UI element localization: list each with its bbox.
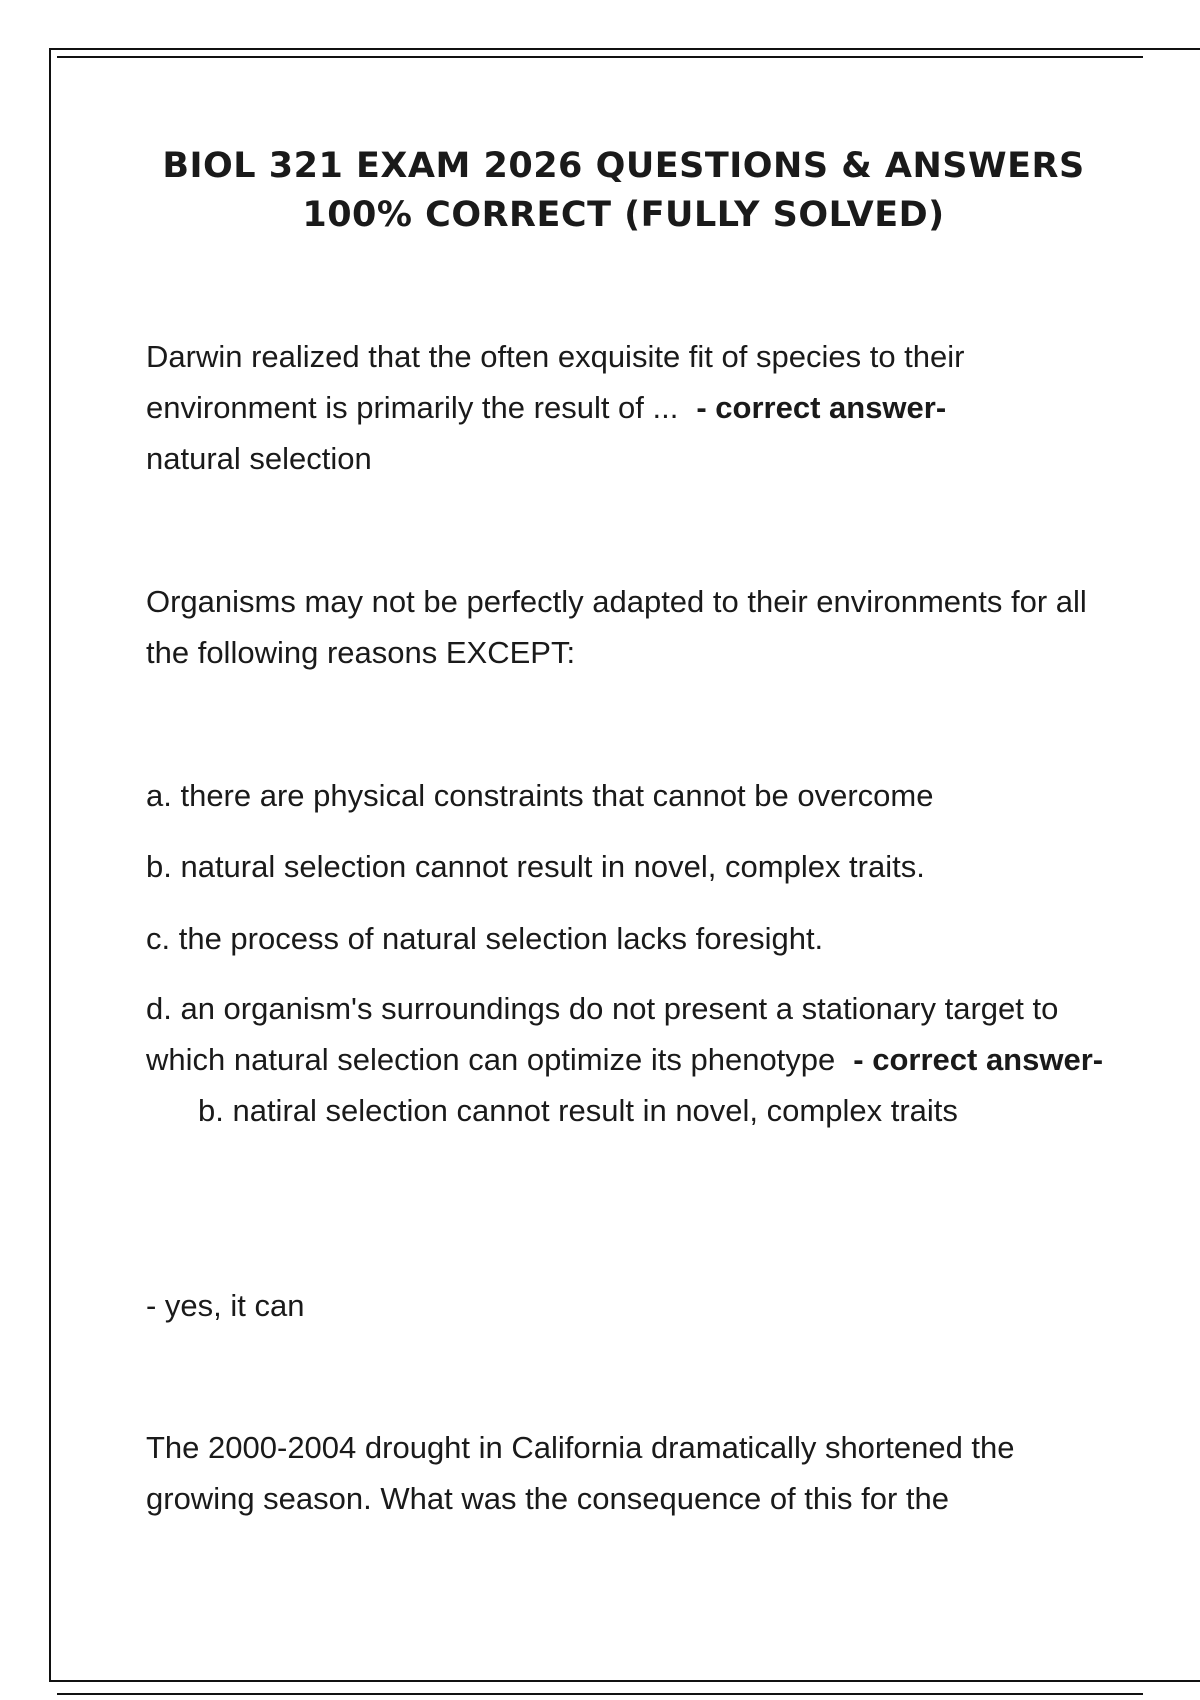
- title-line-2: 100% CORRECT (FULLY SOLVED): [302, 195, 945, 235]
- question-1-text: Darwin realized that the often exquisite fit of species to their environment is primarily the result of ...: [146, 339, 965, 425]
- bottom-rule: [57, 1693, 1143, 1695]
- question-3-text: The 2000-2004 drought in California dramatically shortened the growing season. What was the consequence of this for the: [146, 1430, 1015, 1516]
- question-2-option-b: [146, 841, 1106, 892]
- question-1-answer: natural selection: [146, 441, 372, 476]
- title-line-1: BIOL 321 EXAM 2026 QUESTIONS & ANSWERS: [162, 146, 1085, 186]
- answer-note: [146, 1280, 1106, 1331]
- question-2-answer-label: - correct answer-: [853, 1042, 1104, 1077]
- document-title: [100, 142, 1147, 240]
- option-a-text: a. there are physical constraints that cannot be overcome: [146, 778, 934, 813]
- question-2-answer: b. natiral selection cannot result in novel, complex traits: [198, 1093, 958, 1128]
- question-2-text: Organisms may not be perfectly adapted to their environments for all the following reasons EXCEPT:: [146, 584, 1087, 670]
- question-2-option-c: [146, 913, 1106, 964]
- option-c-text: c. the process of natural selection lacks foresight.: [146, 921, 824, 956]
- question-1-answer-label: - correct answer-: [696, 390, 947, 425]
- option-b-text: b. natural selection cannot result in novel, complex traits.: [146, 849, 925, 884]
- question-1: [146, 331, 1106, 484]
- question-2-option-a: [146, 770, 1106, 821]
- option-d-text: d. an organism's surroundings do not present a stationary target to which natural selection can optimize its phenotype: [146, 991, 1059, 1077]
- top-rule: [57, 56, 1143, 58]
- answer-note-text: - yes, it can: [146, 1288, 305, 1323]
- question-2: [146, 576, 1106, 678]
- question-2-option-d: [146, 983, 1106, 1136]
- question-3: [146, 1422, 1106, 1524]
